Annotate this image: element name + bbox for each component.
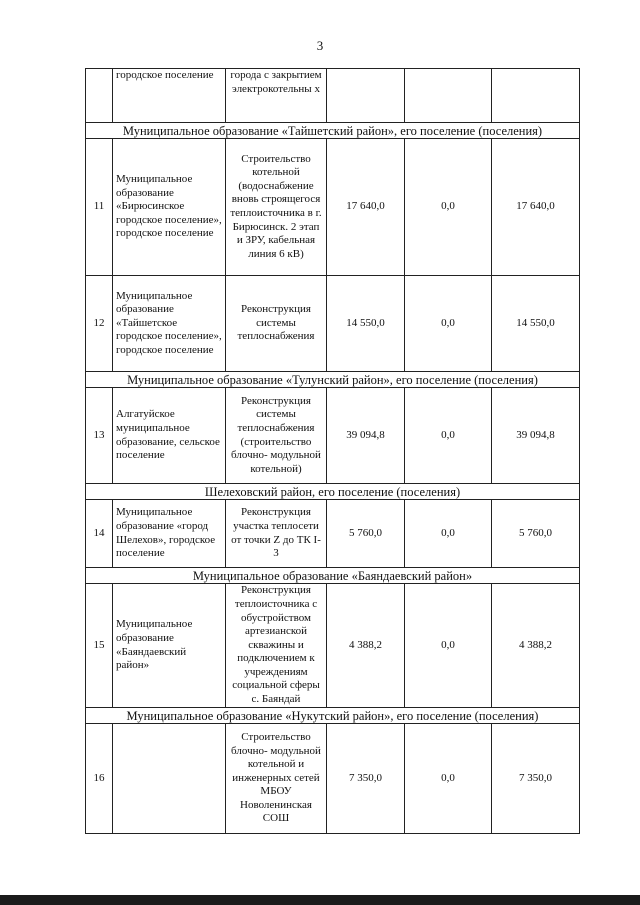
row-number: 11 [86,139,113,276]
municipality-name [113,724,226,834]
work-description: Реконструкция участка теплосети от точки Z до ТК I-3 [226,500,327,568]
work-description: города с закрытием электрокотельны х [226,69,327,123]
table-row [86,69,580,123]
table-row [86,500,580,568]
municipality-name: городское поселение [113,69,226,123]
amount-regional: 17 640,0 [492,139,580,276]
row-number: 12 [86,276,113,372]
amount-total [327,69,405,123]
amount-total: 4 388,2 [327,584,405,708]
amount-total: 7 350,0 [327,724,405,834]
amount-regional: 4 388,2 [492,584,580,708]
amount-total: 17 640,0 [327,139,405,276]
municipality-name: Муниципальное образование «Тайшетское городское поселение», городское поселение [113,276,226,372]
scan-edge-bar [0,895,640,905]
section-title: Муниципальное образование «Баяндаевский район» [86,568,580,584]
amount-total: 5 760,0 [327,500,405,568]
work-description: Строительство блочно- модульной котельной и инженерных сетей МБОУ Новоленинская СОШ [226,724,327,834]
amount-federal: 0,0 [405,724,492,834]
work-description: Реконструкция системы теплоснабжения (строительство блочно- модульной котельной) [226,388,327,484]
amount-regional: 39 094,8 [492,388,580,484]
funding-table [85,68,580,834]
amount-regional: 14 550,0 [492,276,580,372]
work-description: Реконструкция теплоисточника с обустройством артезианской скважины и подключением к учреждениям социальной сферы с. Баяндай [226,584,327,708]
municipality-name: Муниципальное образование «город Шелехов», городское поселение [113,500,226,568]
work-description: Реконструкция системы теплоснабжения [226,276,327,372]
section-header-row [86,568,580,584]
section-title: Муниципальное образование «Тулунский район», его поселение (поселения) [86,372,580,388]
row-number: 13 [86,388,113,484]
table-row [86,584,580,708]
table-row [86,724,580,834]
amount-federal: 0,0 [405,139,492,276]
row-number: 14 [86,500,113,568]
municipality-name: Алгатуйское муниципальное образование, сельское поселение [113,388,226,484]
amount-federal [405,69,492,123]
amount-regional: 5 760,0 [492,500,580,568]
section-header-row [86,484,580,500]
row-number: 15 [86,584,113,708]
section-header-row [86,123,580,139]
amount-total: 39 094,8 [327,388,405,484]
amount-federal: 0,0 [405,500,492,568]
row-number [86,69,113,123]
table-row [86,388,580,484]
amount-federal: 0,0 [405,276,492,372]
section-title: Муниципальное образование «Нукутский район», его поселение (поселения) [86,708,580,724]
amount-regional: 7 350,0 [492,724,580,834]
table-row [86,139,580,276]
section-title: Муниципальное образование «Тайшетский район», его поселение (поселения) [86,123,580,139]
amount-federal: 0,0 [405,388,492,484]
table-row [86,276,580,372]
section-header-row [86,372,580,388]
amount-regional [492,69,580,123]
section-title: Шелеховский район, его поселение (поселения) [86,484,580,500]
amount-federal: 0,0 [405,584,492,708]
work-description: Строительство котельной (водоснабжение вновь строящегося теплоисточника в г. Бирюсинск. 2 этап и ЗРУ, кабельная линия 6 кВ) [226,139,327,276]
municipality-name: Муниципальное образование «Бирюсинское городское поселение», городское поселение [113,139,226,276]
amount-total: 14 550,0 [327,276,405,372]
row-number: 16 [86,724,113,834]
page-number: 3 [316,38,324,53]
section-header-row [86,708,580,724]
municipality-name: Муниципальное образование «Баяндаевский район» [113,584,226,708]
